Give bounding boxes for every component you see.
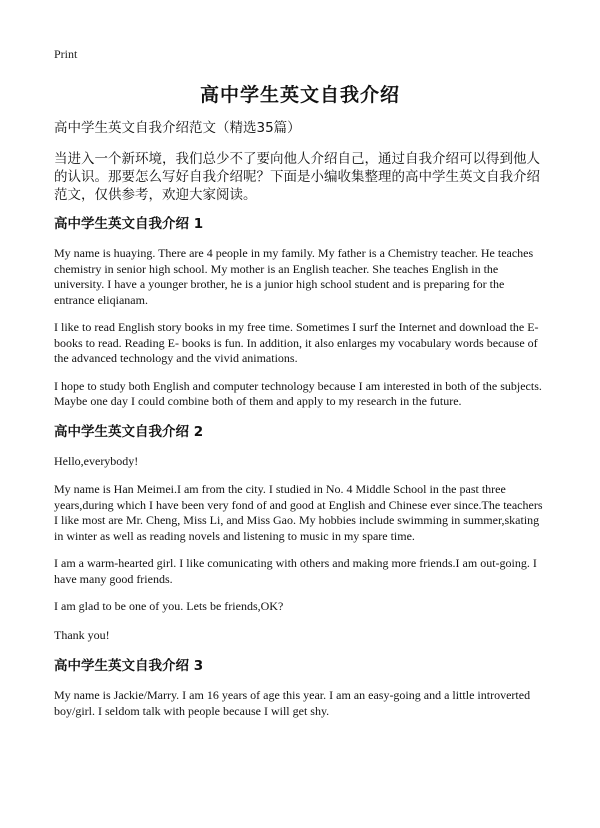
paragraph: Hello,everybody! [54,453,139,468]
article-subtitle: 高中学生英文自我介绍范文（精选35篇） [54,120,301,136]
paragraph: I like to read English story books in my free time. Sometimes I surf the Internet and download the E- books to read. Reading E- books is fun. In addition, it also enlarges my vocabulary words because of the advanced technology and the vivid animations. [54,320,539,365]
paragraph: I am glad to be one of you. Lets be friends,OK? [54,599,284,613]
paragraph: Thank you! [54,627,110,642]
page-title: 高中学生英文自我介绍 [199,84,400,106]
paragraph: My name is huaying. There are 4 people in my family. My father is a Chemistry teacher. He teaches chemistry in senior high school. My mother is an English teacher. She teaches English in the university. I have a younger brother, he is a junior high school student and is preparing for the entrance eliqianam. [54,246,534,307]
print-link[interactable]: Print [54,47,78,61]
paragraph: My name is Jackie/Marry. I am 16 years of age this year. I am an easy-going and a little introverted boy/girl. I seldom talk with people because I will get shy. [54,688,531,718]
paragraph: I hope to study both English and computer technology because I am interested in both of the subjects. Maybe one day I could combine both of them and apply to my research in the future. [54,378,542,408]
article-body [54,118,546,731]
section-heading: 高中学生英文自我介绍 2 [54,423,204,440]
section-heading: 高中学生英文自我介绍 1 [54,216,204,232]
article-intro: 当进入一个新环境，我们总少不了要向他人介绍自己，通过自我介绍可以得到他人的认识。那要怎么写好自我介绍呢？下面是小编收集整理的高中学生英文自我介绍范文，仅供参考，欢迎大家阅读。 [54,151,540,203]
paragraph: My name is Han Meimei.I am from the city. I studied in No. 4 Middle School in the past three years,during which I have been very fond of and good at English and Chinese ever since.The teachers I like most are Mr. Cheng, Miss Li, and Miss Gao. My hobbies include swimming in summer,skating in winter as well as reading novels and listening to music in my spare time. [54,482,543,543]
paragraph: I am a warm-hearted girl. I like comunicating with others and making more friends.I am out-going. I have many good friends. [54,556,537,586]
section-heading: 高中学生英文自我介绍 3 [54,658,204,674]
